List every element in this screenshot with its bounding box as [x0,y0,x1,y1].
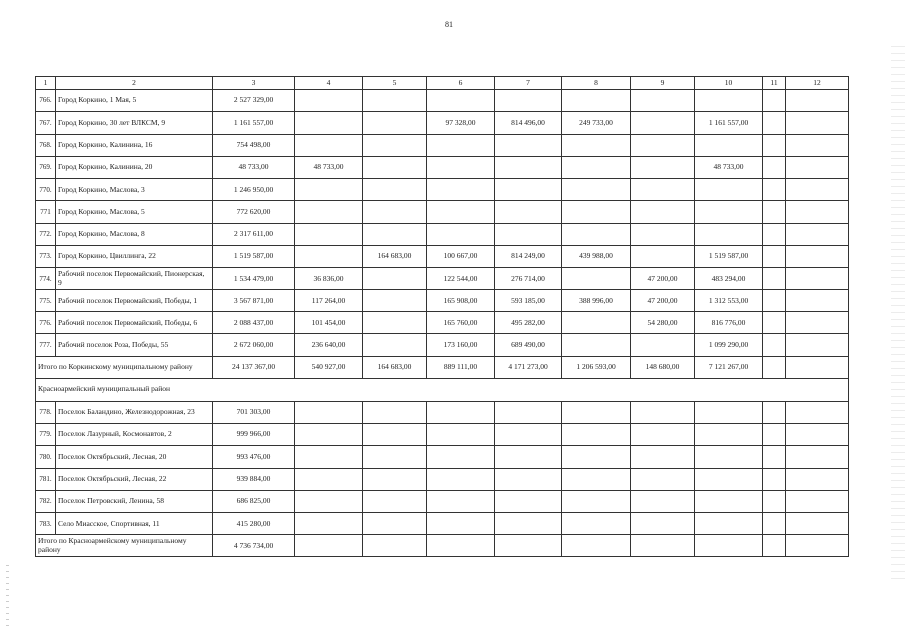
value-cell [695,223,763,245]
value-cell [763,401,786,423]
value-cell: 1 519 587,00 [695,246,763,268]
value-cell: 48 733,00 [295,156,363,178]
value-cell [763,134,786,156]
value-cell: 2 317 611,00 [213,223,295,245]
value-cell [631,401,695,423]
value-cell: 249 733,00 [562,112,631,134]
total-label: Итого по Коркинскому муниципальному району [36,356,213,378]
total-value-cell: 1 206 593,00 [562,356,631,378]
value-cell [562,423,631,445]
row-number-cell: 779. [36,423,56,445]
total-value-cell: 4 171 273,00 [495,356,562,378]
value-cell [763,156,786,178]
value-cell [695,446,763,468]
value-cell [763,312,786,334]
total-value-cell [786,535,849,557]
column-header: 5 [363,77,427,90]
column-header: 9 [631,77,695,90]
value-cell: 483 294,00 [695,268,763,290]
value-cell [363,401,427,423]
address-cell: Село Миасское, Спортивная, 11 [56,513,213,535]
row-number-cell: 773. [36,246,56,268]
value-cell [295,423,363,445]
value-cell [562,513,631,535]
value-cell [427,223,495,245]
column-header: 1 [36,77,56,90]
value-cell: 48 733,00 [695,156,763,178]
row-number-cell: 781. [36,468,56,490]
column-header: 8 [562,77,631,90]
value-cell [763,201,786,223]
value-cell [562,401,631,423]
value-cell [786,223,849,245]
value-cell [427,156,495,178]
column-header: 7 [495,77,562,90]
total-value-cell: 148 680,00 [631,356,695,378]
table-row [36,446,849,468]
value-cell: 1 161 557,00 [213,112,295,134]
value-cell: 1 161 557,00 [695,112,763,134]
value-cell [363,90,427,112]
value-cell [562,223,631,245]
column-header: 3 [213,77,295,90]
total-value-cell: 24 137 367,00 [213,356,295,378]
total-row [36,535,849,557]
value-cell [786,246,849,268]
value-cell [786,513,849,535]
value-cell [495,156,562,178]
value-cell [763,446,786,468]
value-cell: 2 088 437,00 [213,312,295,334]
value-cell [695,201,763,223]
value-cell [631,490,695,512]
value-cell [427,490,495,512]
row-number-cell: 772. [36,223,56,245]
value-cell [363,490,427,512]
table-row [36,134,849,156]
value-cell [695,90,763,112]
value-cell [763,513,786,535]
value-cell: 939 884,00 [213,468,295,490]
value-cell [295,513,363,535]
registry-table [35,76,849,557]
value-cell [631,423,695,445]
value-cell [763,179,786,201]
table-row [36,268,849,290]
value-cell [763,423,786,445]
value-cell [562,179,631,201]
table-row [36,179,849,201]
row-number-cell: 776. [36,312,56,334]
value-cell [495,179,562,201]
total-value-cell: 164 683,00 [363,356,427,378]
value-cell [495,90,562,112]
value-cell [363,268,427,290]
column-header: 4 [295,77,363,90]
value-cell [562,201,631,223]
value-cell [786,201,849,223]
page-number: 81 [445,20,453,29]
value-cell [295,134,363,156]
value-cell: 816 776,00 [695,312,763,334]
column-header: 11 [763,77,786,90]
total-row [36,356,849,378]
value-cell [363,223,427,245]
value-cell [363,446,427,468]
value-cell: 686 825,00 [213,490,295,512]
value-cell [295,223,363,245]
value-cell [631,334,695,356]
value-cell [695,468,763,490]
address-cell: Рабочий поселок Первомайский, Пионерская, 9 [56,268,213,290]
value-cell [495,446,562,468]
value-cell [562,134,631,156]
value-cell [631,513,695,535]
value-cell [427,423,495,445]
value-cell: 415 280,00 [213,513,295,535]
total-value-cell [495,535,562,557]
value-cell: 388 996,00 [562,290,631,312]
address-cell: Город Коркино, 30 лет ВЛКСМ, 9 [56,112,213,134]
value-cell [763,90,786,112]
value-cell [763,268,786,290]
row-number-cell: 767. [36,112,56,134]
address-cell: Город Коркино, Калинина, 16 [56,134,213,156]
value-cell [695,179,763,201]
value-cell: 47 200,00 [631,268,695,290]
value-cell [695,490,763,512]
address-cell: Рабочий поселок Роза, Победы, 55 [56,334,213,356]
scan-edge-marks-left [6,560,9,630]
value-cell: 1 246 950,00 [213,179,295,201]
value-cell [363,423,427,445]
address-cell: Поселок Октябрьский, Лесная, 22 [56,468,213,490]
value-cell [363,201,427,223]
value-cell: 593 185,00 [495,290,562,312]
value-cell: 97 328,00 [427,112,495,134]
value-cell: 754 498,00 [213,134,295,156]
value-cell [363,156,427,178]
value-cell [363,334,427,356]
value-cell: 173 160,00 [427,334,495,356]
value-cell: 814 496,00 [495,112,562,134]
row-number-cell: 770. [36,179,56,201]
row-number-cell: 775. [36,290,56,312]
column-header: 10 [695,77,763,90]
header-row [36,77,849,90]
total-value-cell [363,535,427,557]
address-cell: Поселок Лазурный, Космонавтов, 2 [56,423,213,445]
value-cell [295,490,363,512]
value-cell [427,90,495,112]
table-row [36,112,849,134]
address-cell: Город Коркино, Маслова, 8 [56,223,213,245]
row-number-cell: 777. [36,334,56,356]
value-cell: 993 476,00 [213,446,295,468]
value-cell [427,134,495,156]
value-cell: 1 534 479,00 [213,268,295,290]
value-cell [631,446,695,468]
value-cell [562,468,631,490]
value-cell [631,201,695,223]
section-row [36,378,849,401]
value-cell: 1 099 290,00 [695,334,763,356]
value-cell [363,112,427,134]
value-cell [786,290,849,312]
value-cell: 1 312 553,00 [695,290,763,312]
value-cell [495,490,562,512]
value-cell [295,201,363,223]
value-cell [786,446,849,468]
value-cell: 3 567 871,00 [213,290,295,312]
section-label: Красноармейский муниципальный район [36,378,849,401]
address-cell: Город Коркино, Цвиллинга, 22 [56,246,213,268]
value-cell: 439 988,00 [562,246,631,268]
table-row [36,312,849,334]
total-value-cell [763,535,786,557]
value-cell [295,401,363,423]
table-row [36,223,849,245]
total-label: Итого по Красноармейскому муниципальному району [36,535,213,557]
value-cell [631,468,695,490]
value-cell [495,423,562,445]
value-cell [631,90,695,112]
value-cell [786,334,849,356]
value-cell [295,90,363,112]
table-row [36,290,849,312]
total-value-cell [786,356,849,378]
value-cell [763,246,786,268]
value-cell [763,334,786,356]
column-header: 12 [786,77,849,90]
value-cell [786,156,849,178]
column-header: 6 [427,77,495,90]
value-cell [786,268,849,290]
value-cell [495,468,562,490]
value-cell [786,468,849,490]
value-cell [363,312,427,334]
table-row [36,513,849,535]
value-cell: 54 280,00 [631,312,695,334]
address-cell: Город Коркино, Маслова, 3 [56,179,213,201]
value-cell: 165 760,00 [427,312,495,334]
value-cell [562,446,631,468]
address-cell: Рабочий поселок Первомайский, Победы, 6 [56,312,213,334]
value-cell [763,490,786,512]
total-value-cell [427,535,495,557]
value-cell [427,179,495,201]
value-cell [295,468,363,490]
value-cell: 276 714,00 [495,268,562,290]
value-cell: 814 249,00 [495,246,562,268]
address-cell: Поселок Баландино, Железнодорожная, 23 [56,401,213,423]
value-cell [786,401,849,423]
value-cell [427,513,495,535]
value-cell [495,223,562,245]
value-cell [786,179,849,201]
value-cell [495,201,562,223]
value-cell [427,446,495,468]
total-value-cell [763,356,786,378]
value-cell: 48 733,00 [213,156,295,178]
value-cell [363,179,427,201]
total-value-cell: 4 736 734,00 [213,535,295,557]
total-value-cell: 889 111,00 [427,356,495,378]
value-cell: 101 454,00 [295,312,363,334]
value-cell: 1 519 587,00 [213,246,295,268]
value-cell [695,134,763,156]
value-cell [631,156,695,178]
value-cell [631,179,695,201]
value-cell [763,223,786,245]
value-cell [495,401,562,423]
value-cell: 164 683,00 [363,246,427,268]
value-cell [631,112,695,134]
total-value-cell: 540 927,00 [295,356,363,378]
table-row [36,468,849,490]
value-cell [562,156,631,178]
value-cell: 2 527 329,00 [213,90,295,112]
value-cell [695,423,763,445]
value-cell [562,268,631,290]
total-value-cell [695,535,763,557]
value-cell [295,446,363,468]
value-cell: 772 620,00 [213,201,295,223]
value-cell [495,134,562,156]
row-number-cell: 774. [36,268,56,290]
value-cell [295,179,363,201]
value-cell [427,401,495,423]
value-cell [562,90,631,112]
table-row [36,401,849,423]
address-cell: Город Коркино, 1 Мая, 5 [56,90,213,112]
value-cell: 236 640,00 [295,334,363,356]
value-cell [562,490,631,512]
row-number-cell: 782. [36,490,56,512]
value-cell [562,334,631,356]
value-cell [562,312,631,334]
value-cell [363,468,427,490]
value-cell: 47 200,00 [631,290,695,312]
value-cell: 100 667,00 [427,246,495,268]
value-cell: 701 303,00 [213,401,295,423]
value-cell [495,513,562,535]
address-cell: Поселок Петровский, Ленина, 58 [56,490,213,512]
value-cell [631,223,695,245]
total-value-cell [295,535,363,557]
value-cell [695,513,763,535]
value-cell [763,112,786,134]
value-cell: 495 282,00 [495,312,562,334]
table-row [36,334,849,356]
value-cell [763,290,786,312]
row-number-cell: 766. [36,90,56,112]
address-cell: Город Коркино, Маслова, 5 [56,201,213,223]
address-cell: Город Коркино, Калинина, 20 [56,156,213,178]
table-row [36,201,849,223]
value-cell: 36 836,00 [295,268,363,290]
row-number-cell: 769. [36,156,56,178]
table-row [36,490,849,512]
total-value-cell: 7 121 267,00 [695,356,763,378]
address-cell: Поселок Октябрьский, Лесная, 20 [56,446,213,468]
value-cell: 999 966,00 [213,423,295,445]
value-cell [363,290,427,312]
value-cell [363,134,427,156]
value-cell: 117 264,00 [295,290,363,312]
table-row [36,156,849,178]
value-cell [786,423,849,445]
value-cell: 122 544,00 [427,268,495,290]
value-cell [295,112,363,134]
row-number-cell: 783. [36,513,56,535]
value-cell [295,246,363,268]
value-cell [631,134,695,156]
total-value-cell [631,535,695,557]
column-header: 2 [56,77,213,90]
value-cell [786,90,849,112]
value-cell: 165 908,00 [427,290,495,312]
value-cell [786,134,849,156]
value-cell [786,490,849,512]
value-cell [363,513,427,535]
row-number-cell: 780. [36,446,56,468]
row-number-cell: 771 [36,201,56,223]
value-cell [786,112,849,134]
value-cell: 2 672 060,00 [213,334,295,356]
table-row [36,246,849,268]
total-value-cell [562,535,631,557]
table-row [36,90,849,112]
address-cell: Рабочий поселок Первомайский, Победы, 1 [56,290,213,312]
value-cell [427,201,495,223]
value-cell [695,401,763,423]
table-row [36,423,849,445]
value-cell: 689 490,00 [495,334,562,356]
scan-edge-marks [891,40,905,580]
row-number-cell: 768. [36,134,56,156]
row-number-cell: 778. [36,401,56,423]
value-cell [631,246,695,268]
value-cell [763,468,786,490]
value-cell [427,468,495,490]
value-cell [786,312,849,334]
